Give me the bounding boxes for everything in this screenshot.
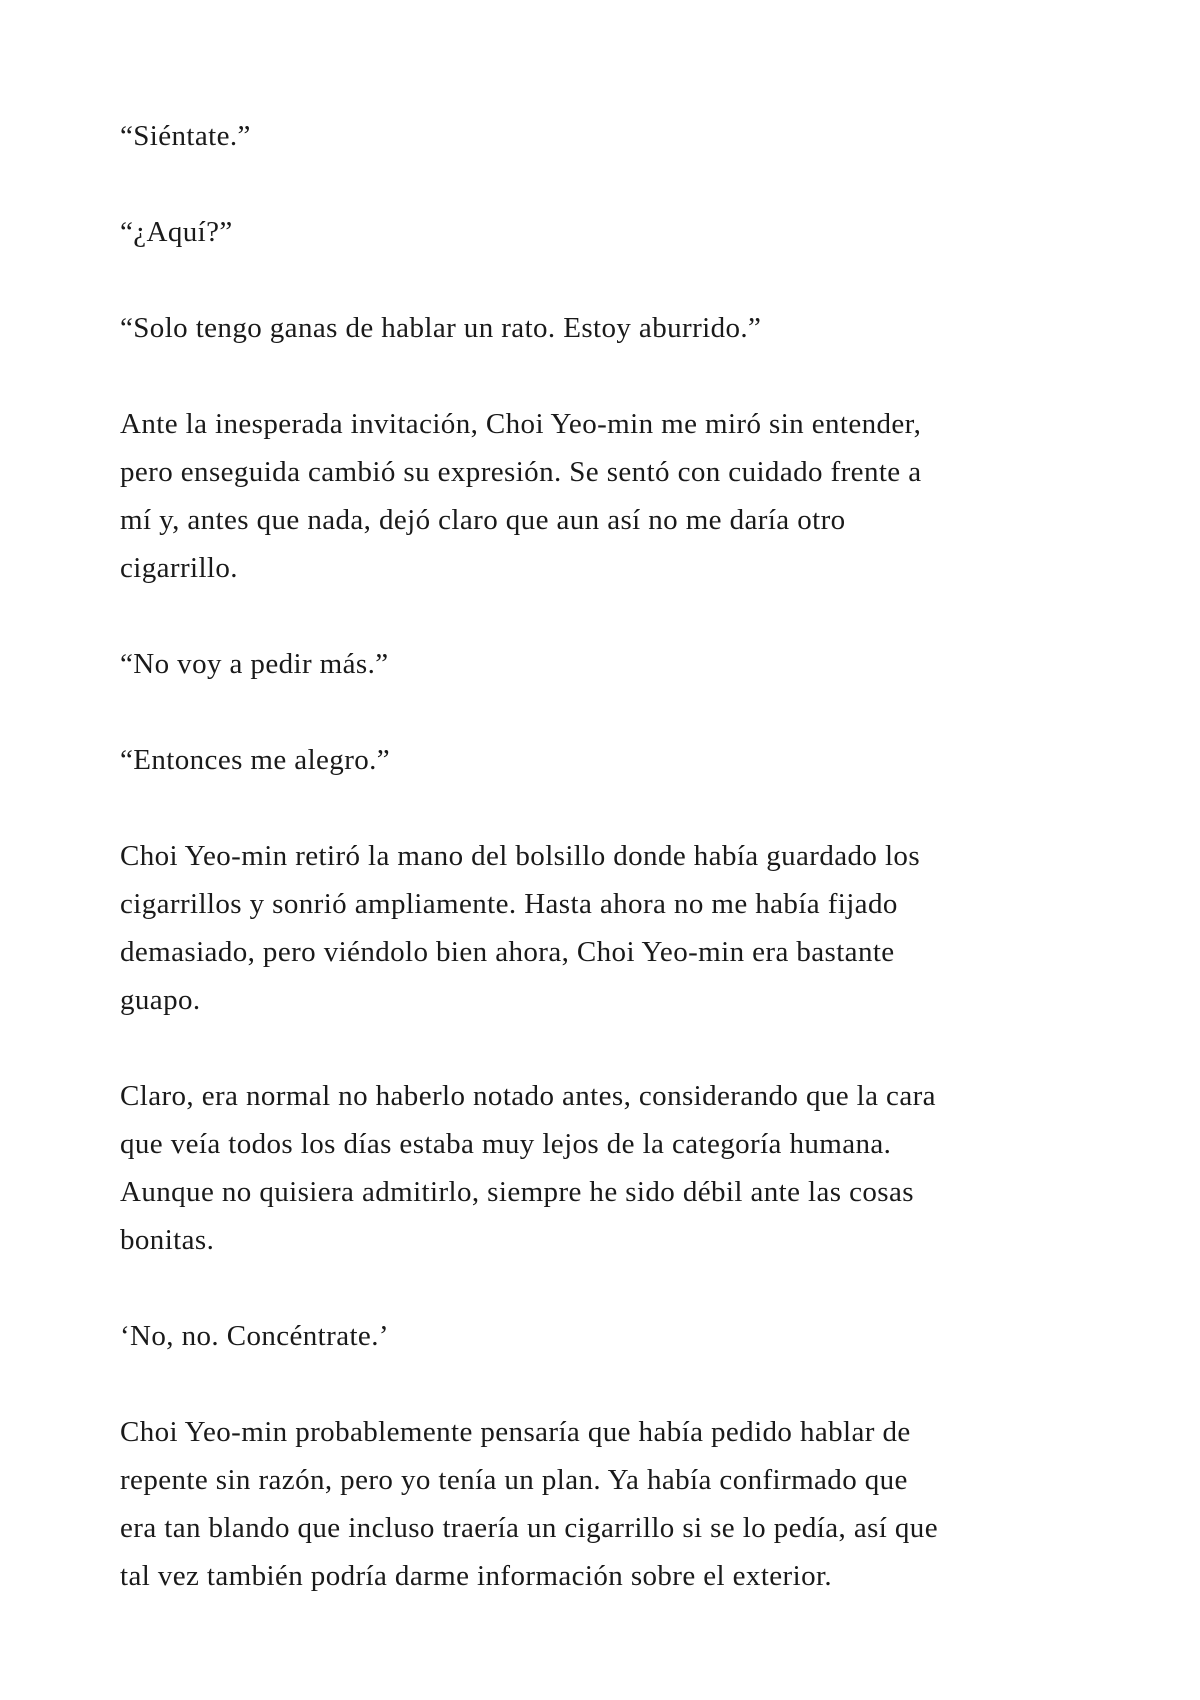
paragraph — [120, 1312, 1120, 1360]
text-line: “Solo tengo ganas de hablar un rato. Estoy aburrido.” — [120, 312, 762, 344]
paragraph — [120, 304, 1120, 352]
text-line: guapo. — [120, 984, 201, 1016]
text-line: “No voy a pedir más.” — [120, 648, 389, 680]
text-line: Claro, era normal no haberlo notado antes, considerando que la cara — [120, 1080, 936, 1112]
text-line: cigarrillo. — [120, 552, 238, 584]
text-line: “Entonces me alegro.” — [120, 744, 391, 776]
paragraph — [120, 208, 1120, 256]
text-line: Ante la inesperada invitación, Choi Yeo-min me miró sin entender, — [120, 408, 922, 440]
text-line: demasiado, pero viéndolo bien ahora, Choi Yeo-min era bastante — [120, 936, 895, 968]
text-line: bonitas. — [120, 1224, 215, 1256]
text-line: tal vez también podría darme información sobre el exterior. — [120, 1560, 833, 1592]
text-line: Aunque no quisiera admitirlo, siempre he sido débil ante las cosas — [120, 1176, 914, 1208]
paragraph — [120, 832, 1120, 1024]
text-line: repente sin razón, pero yo tenía un plan. Ya había confirmado que — [120, 1464, 908, 1496]
text-line: pero enseguida cambió su expresión. Se sentó con cuidado frente a — [120, 456, 922, 488]
paragraph — [120, 112, 1120, 160]
text-line: ‘No, no. Concéntrate.’ — [120, 1320, 389, 1352]
paragraph — [120, 1408, 1120, 1600]
text-line: “¿Aquí?” — [120, 216, 233, 248]
text-line: Choi Yeo-min probablemente pensaría que había pedido hablar de — [120, 1416, 911, 1448]
text-line: mí y, antes que nada, dejó claro que aun así no me daría otro — [120, 504, 846, 536]
text-line: “Siéntate.” — [120, 120, 251, 152]
text-line: era tan blando que incluso traería un cigarrillo si se lo pedía, así que — [120, 1512, 938, 1544]
document-page — [120, 112, 1120, 1648]
paragraph — [120, 640, 1120, 688]
paragraph — [120, 1072, 1120, 1264]
paragraph — [120, 400, 1120, 592]
text-line: que veía todos los días estaba muy lejos de la categoría humana. — [120, 1128, 892, 1160]
paragraph — [120, 736, 1120, 784]
text-line: cigarrillos y sonrió ampliamente. Hasta ahora no me había fijado — [120, 888, 898, 920]
text-line: Choi Yeo-min retiró la mano del bolsillo donde había guardado los — [120, 840, 921, 872]
